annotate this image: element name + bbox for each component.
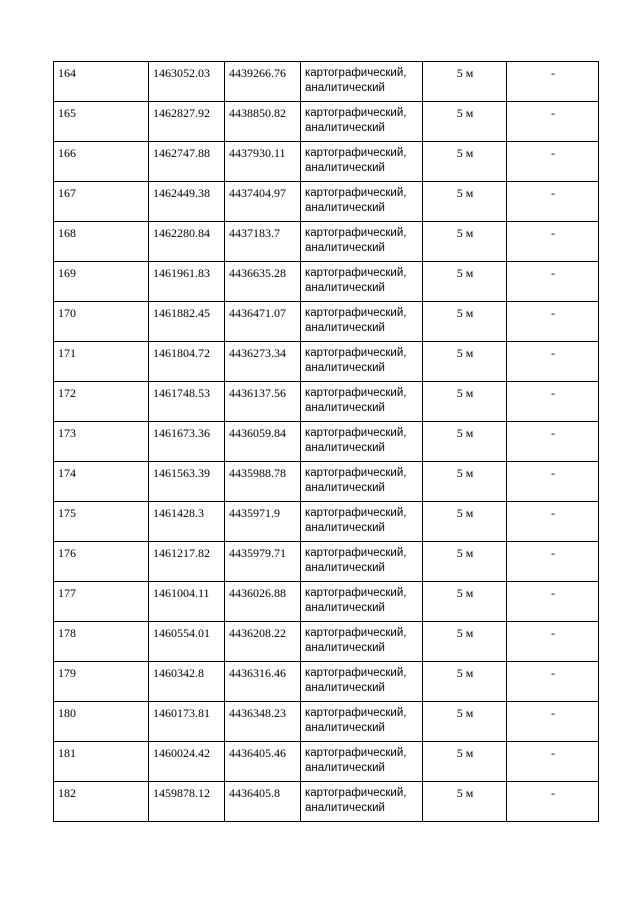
point-number-cell: 178	[54, 622, 149, 662]
coordinate-x-cell: 1460173.81	[149, 702, 225, 742]
coordinate-y-cell: 4436273.34	[225, 342, 301, 382]
coordinate-y-cell: 4437183.7	[225, 222, 301, 262]
point-number-cell: 173	[54, 422, 149, 462]
table-row	[54, 62, 599, 102]
coordinate-x-cell: 1463052.03	[149, 62, 225, 102]
method-cell: картографический, аналитический	[301, 182, 423, 222]
table-row	[54, 622, 599, 662]
coordinate-y-cell: 4438850.82	[225, 102, 301, 142]
coordinate-y-cell: 4435988.78	[225, 462, 301, 502]
note-cell: -	[507, 62, 599, 102]
method-cell: картографический, аналитический	[301, 742, 423, 782]
table-row	[54, 382, 599, 422]
method-cell: картографический, аналитический	[301, 342, 423, 382]
method-cell: картографический, аналитический	[301, 582, 423, 622]
coordinate-x-cell: 1461428.3	[149, 502, 225, 542]
method-cell: картографический, аналитический	[301, 542, 423, 582]
accuracy-cell: 5 м	[423, 782, 507, 822]
table-row	[54, 582, 599, 622]
point-number-cell: 171	[54, 342, 149, 382]
point-number-cell: 182	[54, 782, 149, 822]
method-cell: картографический, аналитический	[301, 502, 423, 542]
point-number-cell: 172	[54, 382, 149, 422]
note-cell: -	[507, 702, 599, 742]
coordinate-y-cell: 4436026.88	[225, 582, 301, 622]
accuracy-cell: 5 м	[423, 622, 507, 662]
coordinate-y-cell: 4435979.71	[225, 542, 301, 582]
point-number-cell: 166	[54, 142, 149, 182]
accuracy-cell: 5 м	[423, 462, 507, 502]
accuracy-cell: 5 м	[423, 422, 507, 462]
point-number-cell: 177	[54, 582, 149, 622]
point-number-cell: 176	[54, 542, 149, 582]
note-cell: -	[507, 182, 599, 222]
table-row	[54, 222, 599, 262]
coordinate-x-cell: 1461004.11	[149, 582, 225, 622]
table-row	[54, 702, 599, 742]
coordinate-x-cell: 1460554.01	[149, 622, 225, 662]
coordinate-y-cell: 4436405.46	[225, 742, 301, 782]
method-cell: картографический, аналитический	[301, 702, 423, 742]
table-row	[54, 542, 599, 582]
coordinates-table	[53, 61, 599, 822]
method-cell: картографический, аналитический	[301, 662, 423, 702]
coordinate-x-cell: 1461804.72	[149, 342, 225, 382]
point-number-cell: 165	[54, 102, 149, 142]
point-number-cell: 174	[54, 462, 149, 502]
coordinate-x-cell: 1460342.8	[149, 662, 225, 702]
coordinate-x-cell: 1461961.83	[149, 262, 225, 302]
method-cell: картографический, аналитический	[301, 262, 423, 302]
accuracy-cell: 5 м	[423, 262, 507, 302]
coordinate-y-cell: 4436316.46	[225, 662, 301, 702]
point-number-cell: 167	[54, 182, 149, 222]
table-row	[54, 782, 599, 822]
accuracy-cell: 5 м	[423, 142, 507, 182]
coordinate-x-cell: 1462449.38	[149, 182, 225, 222]
table-row	[54, 462, 599, 502]
accuracy-cell: 5 м	[423, 62, 507, 102]
accuracy-cell: 5 м	[423, 222, 507, 262]
accuracy-cell: 5 м	[423, 182, 507, 222]
accuracy-cell: 5 м	[423, 502, 507, 542]
method-cell: картографический, аналитический	[301, 142, 423, 182]
coordinate-y-cell: 4436635.28	[225, 262, 301, 302]
coordinate-x-cell: 1462280.84	[149, 222, 225, 262]
table-row	[54, 102, 599, 142]
coordinate-x-cell: 1461748.53	[149, 382, 225, 422]
method-cell: картографический, аналитический	[301, 782, 423, 822]
note-cell: -	[507, 502, 599, 542]
point-number-cell: 164	[54, 62, 149, 102]
table-row	[54, 262, 599, 302]
coordinate-y-cell: 4437404.97	[225, 182, 301, 222]
note-cell: -	[507, 782, 599, 822]
coordinate-y-cell: 4439266.76	[225, 62, 301, 102]
method-cell: картографический, аналитический	[301, 62, 423, 102]
accuracy-cell: 5 м	[423, 742, 507, 782]
note-cell: -	[507, 542, 599, 582]
coordinate-y-cell: 4437930.11	[225, 142, 301, 182]
accuracy-cell: 5 м	[423, 382, 507, 422]
point-number-cell: 169	[54, 262, 149, 302]
coordinate-y-cell: 4436405.8	[225, 782, 301, 822]
method-cell: картографический, аналитический	[301, 422, 423, 462]
method-cell: картографический, аналитический	[301, 222, 423, 262]
coordinate-x-cell: 1461673.36	[149, 422, 225, 462]
point-number-cell: 175	[54, 502, 149, 542]
coordinate-x-cell: 1459878.12	[149, 782, 225, 822]
table-row	[54, 302, 599, 342]
note-cell: -	[507, 102, 599, 142]
accuracy-cell: 5 м	[423, 662, 507, 702]
accuracy-cell: 5 м	[423, 302, 507, 342]
note-cell: -	[507, 342, 599, 382]
point-number-cell: 168	[54, 222, 149, 262]
method-cell: картографический, аналитический	[301, 102, 423, 142]
coordinate-x-cell: 1461563.39	[149, 462, 225, 502]
note-cell: -	[507, 302, 599, 342]
note-cell: -	[507, 622, 599, 662]
coordinate-x-cell: 1461217.82	[149, 542, 225, 582]
note-cell: -	[507, 262, 599, 302]
accuracy-cell: 5 м	[423, 542, 507, 582]
coordinate-y-cell: 4436059.84	[225, 422, 301, 462]
coordinate-y-cell: 4436471.07	[225, 302, 301, 342]
table-row	[54, 662, 599, 702]
point-number-cell: 180	[54, 702, 149, 742]
accuracy-cell: 5 м	[423, 702, 507, 742]
table-row	[54, 342, 599, 382]
coordinate-y-cell: 4436208.22	[225, 622, 301, 662]
note-cell: -	[507, 382, 599, 422]
note-cell: -	[507, 462, 599, 502]
method-cell: картографический, аналитический	[301, 382, 423, 422]
point-number-cell: 179	[54, 662, 149, 702]
accuracy-cell: 5 м	[423, 342, 507, 382]
coordinate-y-cell: 4435971.9	[225, 502, 301, 542]
table-row	[54, 182, 599, 222]
coordinates-table-body	[54, 62, 599, 822]
note-cell: -	[507, 582, 599, 622]
coordinate-x-cell: 1460024.42	[149, 742, 225, 782]
note-cell: -	[507, 422, 599, 462]
coordinate-x-cell: 1461882.45	[149, 302, 225, 342]
table-row	[54, 502, 599, 542]
method-cell: картографический, аналитический	[301, 622, 423, 662]
coordinate-y-cell: 4436137.56	[225, 382, 301, 422]
coordinate-x-cell: 1462827.92	[149, 102, 225, 142]
table-row	[54, 142, 599, 182]
method-cell: картографический, аналитический	[301, 462, 423, 502]
note-cell: -	[507, 222, 599, 262]
point-number-cell: 170	[54, 302, 149, 342]
note-cell: -	[507, 662, 599, 702]
method-cell: картографический, аналитический	[301, 302, 423, 342]
accuracy-cell: 5 м	[423, 582, 507, 622]
note-cell: -	[507, 142, 599, 182]
coordinate-y-cell: 4436348.23	[225, 702, 301, 742]
table-row	[54, 422, 599, 462]
accuracy-cell: 5 м	[423, 102, 507, 142]
table-row	[54, 742, 599, 782]
point-number-cell: 181	[54, 742, 149, 782]
coordinate-x-cell: 1462747.88	[149, 142, 225, 182]
note-cell: -	[507, 742, 599, 782]
